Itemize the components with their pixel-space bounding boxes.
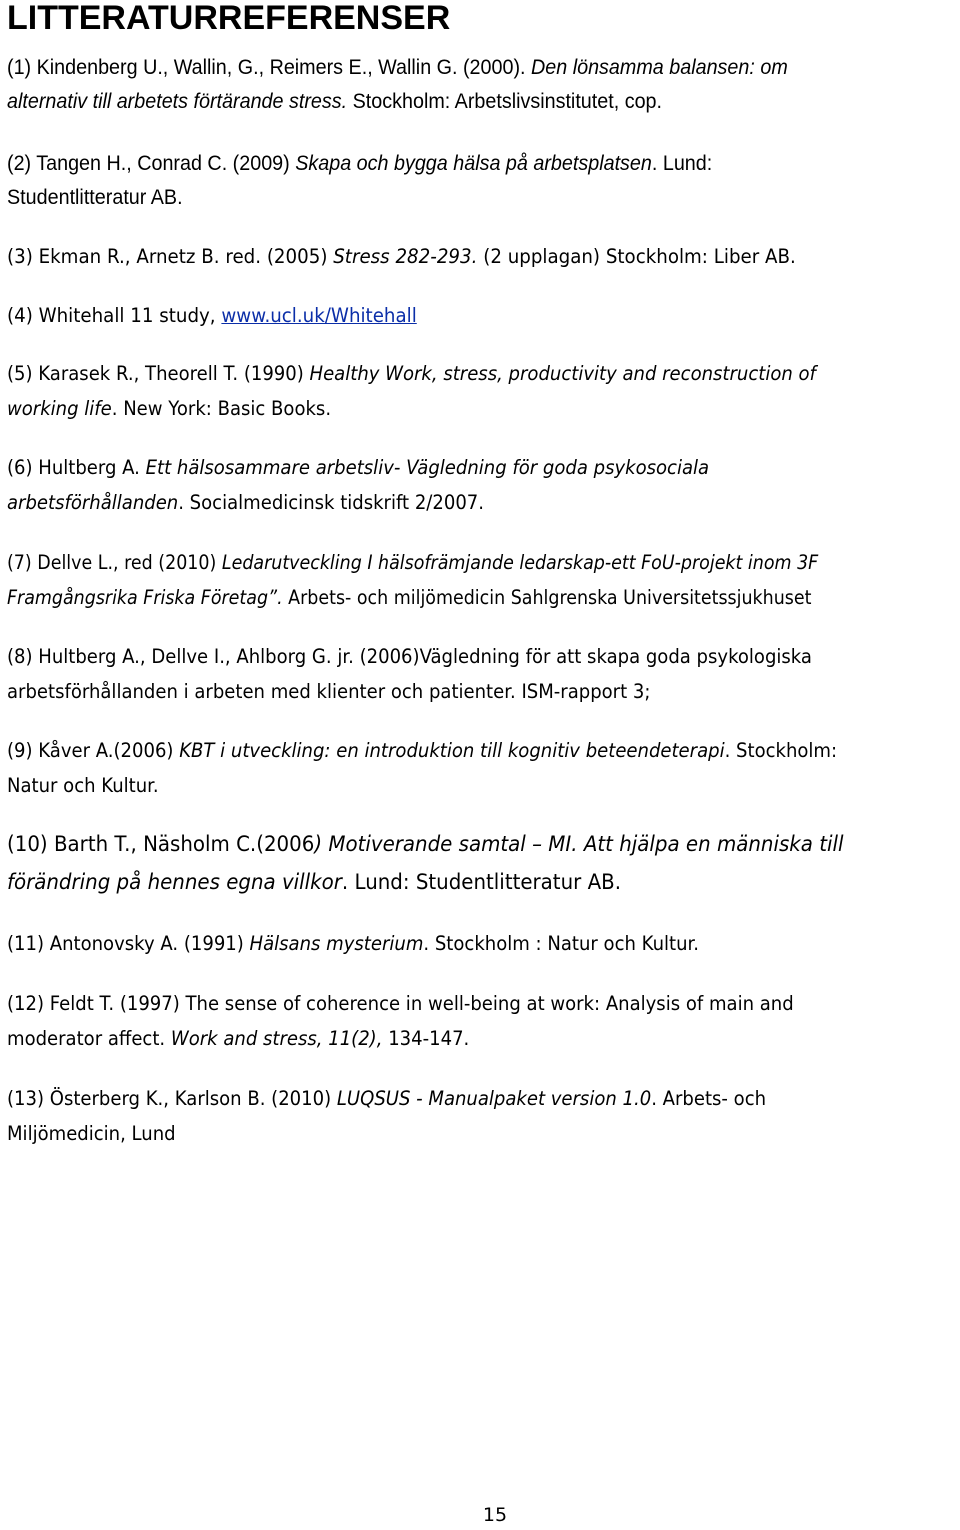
page-title: LITTERATURREFERENSER	[7, 0, 451, 37]
reference-3: (3) Ekman R., Arnetz B. red. (2005) Stress 282-293. (2 upplagan) Stockholm: Liber AB.	[7, 245, 796, 268]
reference-8: (8) Hultberg A., Dellve I., Ahlborg G. jr. (2006)Vägledning för att skapa goda psykologiska arbetsförhållanden i arbeten med klienter och patienter. ISM-rapport 3;	[7, 645, 812, 703]
whitehall-study-link[interactable]: www.ucl.uk/Whitehall	[221, 304, 417, 327]
reference-6: (6) Hultberg A. Ett hälsosammare arbetsliv- Vägledning för goda psykosociala arbetsförhållanden. Socialmedicinsk tidskrift 2/2007.	[7, 456, 710, 514]
reference-4: (4) Whitehall 11 study, www.ucl.uk/Whitehall	[7, 304, 417, 327]
page-number: 15	[482, 1504, 508, 1526]
reference-13: (13) Österberg K., Karlson B. (2010) LUQSUS - Manualpaket version 1.0. Arbets- och Miljömedicin, Lund	[7, 1087, 767, 1145]
reference-5: (5) Karasek R., Theorell T. (1990) Healthy Work, stress, productivity and reconstruction of working life. New York: Basic Books.	[7, 362, 816, 420]
reference-12: (12) Feldt T. (1997) The sense of coherence in well-being at work: Analysis of main and moderator affect. Work and stress, 11(2), 134-147.	[7, 992, 794, 1050]
reference-1: (1) Kindenberg U., Wallin, G., Reimers E., Wallin G. (2000). Den lönsamma balansen: om alternativ till arbetets förtärande stress. Stockholm: Arbetslivsinstitutet, cop.	[7, 56, 788, 113]
reference-10: (10) Barth T., Näsholm C.(2006) Motiverande samtal – MI. Att hjälpa en människa till förändring på hennes egna villkor. Lund: Studentlitteratur AB.	[7, 832, 844, 895]
reference-7: (7) Dellve L., red (2010) Ledarutveckling I hälsofrämjande ledarskap-ett FoU-projekt inom 3F Framgångsrika Friska Företag”. Arbets- och miljömedicin Sahlgrenska Universitetssjukhuset	[7, 551, 819, 609]
reference-11: (11) Antonovsky A. (1991) Hälsans mysterium. Stockholm : Natur och Kultur.	[7, 932, 700, 955]
reference-9: (9) Kåver A.(2006) KBT i utveckling: en introduktion till kognitiv beteendeterapi. Stockholm: Natur och Kultur.	[7, 739, 838, 797]
reference-2: (2) Tangen H., Conrad C. (2009) Skapa och bygga hälsa på arbetsplatsen. Lund: Studentlitteratur AB.	[7, 152, 713, 209]
